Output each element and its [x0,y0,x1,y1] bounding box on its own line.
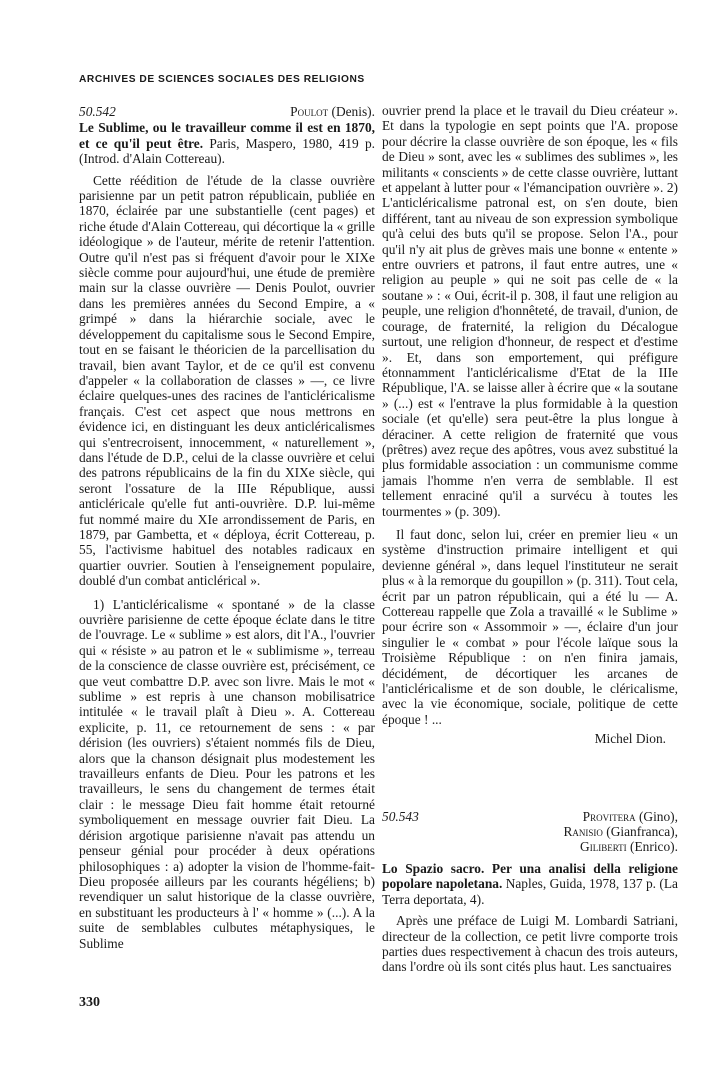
review-2-title-block [382,861,678,907]
review-1-paragraph-continued: ouvrier prend la place et le travail du Dieu créateur ». Et dans la typologie en sept points que l'A. propose pour décrire la classe ouvrière de son époque, les « fils de Dieu » sont, avec les « sublimes des sublimes », les militants « conscients » de cette classe ouvrière, luttant et appelant à lutter pour « l'émancipation ouvrière ». 2) L'anticléricalisme patronal est, on s'en doute, bien différent, tant au niveau de son expression symbolique qu'à celui des buts qu'il se propose. Selon l'A., pour qu'il n'y ait plus de grèves mais une bonne « entente » entre ouvriers et patrons, il faut entre autres, une « religion au peuple » qui ne soit pas celle de « la soutane » : « Oui, écrit-il p. 308, il faut une religion au peuple, une religion d'honnêteté, de travail, d'union, de courage, de fraternité, la religion du Décalogue surtout, une religion d'honneur, de respect et d'estime ». Et, dans son emportement, qui préfigure étonnamment l'anticléricalisme d'Etat de la IIIe République, l'A. se laisse aller à écrire que « la soutane » (...) est « l'entrave la plus formidable à la question sociale (et qu'elle) sera peut-être la plus longue à déraciner. A cette religion de fraternité que vous (prêtres) avez reçue des apôtres, vous avez substitué la plus formidable association : un communisme comme jamais l'homme n'en verra de semblable. Il est tellement enraciné qu'il a survécu à toutes les tourmentes » (p. 309). [382,103,678,519]
review-2-author [563,824,678,839]
review-2-authors [563,809,678,855]
review-1-signature: Michel Dion. [594,731,666,747]
review-2-author [563,809,678,824]
review-1-paragraph: Il faut donc, selon lui, créer en premier lieu « un système d'instruction primaire intelligent et qui devienne général », dans lequel l'instituteur ne serait plus « à la remorque du goupillon » (p. 311). Tout cela, écrit par un patron républicain, qui a été lu — A. Cottereau rappelle que Zola a travaillé « le Sublime » pour écrire son « Assommoir » —, éclaire d'un jour singulier le « combat » pour l'école laïque sous la Troisième République : on n'en finira jamais, décidément, de décortiquer les arcanes de l'anticléricalisme et de son double, le cléricalisme, avec la vie économique, sociale, politique de cette époque ! ... [382,526,678,727]
review-2-publication: Naples, Guida, 1978, 137 p. (La Terra deportata, 4). [382,876,678,907]
review-2-header [382,809,678,855]
review-1-title-block [79,120,375,166]
review-2-number: 50.543 [382,808,419,824]
review-1-publication: Paris, Maspero, 1980, 419 p. (Introd. d'Alain Cottereau). [79,135,375,167]
review-1-header [79,104,375,119]
right-column [382,103,678,975]
review-2-author-given: (Gianfranca), [606,824,678,840]
review-2-paragraph: Après une préface de Luigi M. Lombardi Satriani, directeur de la collection, ce petit livre comporte trois parties dues respectivement à chacun des trois auteurs, dans l'ordre où ils sont cités plus haut. Les sanctuaires [382,913,678,975]
review-2-author-given: (Enrico). [630,839,678,855]
review-1-author-surname: Poulot [290,104,329,119]
review-2-author-given: (Gino), [638,808,678,824]
left-column [79,104,375,951]
review-1-paragraph-split: 1) L'anticléricalisme « spontané » de la classe ouvrière parisienne de cette époque éclate dans le titre de l'ouvrage. Le « sublime » est alors, dit l'A., l'ouvrier qui « résiste » au patron et le « sublimisme », terreau de la conscience de classe ouvrière est, précisément, ce que veut combattre D.P. avec son livre. Mais le mot « sublime » est repris à une chanson mobilisatrice intitulée « le travail plaît à Dieu ». A. Cottereau explicite, p. 11, ce retournement de sens : « par dérision (les ouvriers) s'étaient nommés fils de Dieu, alors que la chanson désignait plus modestement les travailleurs enfants de Dieu. Pour les patrons et les travailleurs, le sens du changement de termes était clair : le message Dieu fait homme était retourné symboliquement en message ouvrier fait Dieu. La dérision argotique parisienne n'avait pas attendu un penseur génial pour procéder à deux opérations philosophiques : a) adopter la vision de l'homme-fait-Dieu proposée ailleurs par les courants hégéliens; b) revendiquer un salut historique de la classe ouvrière, en substituant les producteurs à l' « homme » (...). A la suite de semblables culbutes métaphysiques, le Sublime [79,596,375,951]
review-1-author-given: (Denis). [331,104,375,119]
page-number: 330 [79,995,100,1010]
review-2-title: Lo Spazio sacro. Per una analisi della religione popolare napoletana. [382,860,678,892]
running-head: ARCHIVES DE SCIENCES SOCIALES DES RELIGIONS [79,74,365,85]
review-1-number: 50.542 [79,104,116,119]
review-2-author-surname: Provitera [582,808,636,824]
review-2-author-surname: Giliberti [580,839,627,855]
review-2-author-surname: Ranisio [563,824,603,840]
review-1-author [290,104,375,119]
review-1-title: Le Sublime, ou le travailleur comme il est en 1870, et ce qu'il peut être. [79,120,375,151]
review-1-paragraph: Cette réédition de l'étude de la classe ouvrière parisienne par un petit patron républicain, publiée en 1870, éclairée par une substantielle (cent pages) et riche étude d'Alain Cottereau, qui décortique la « grille idéologique » de l'auteur, mérite de retenir l'attention. Outre qu'il n'est pas si fréquent d'avoir pour le XIXe siècle comme pour aujourd'hui, une étude de première main sur la classe ouvrière — Denis Poulot, ouvrier dans les premières années du Second Empire, a « grimpé » dans la hiérarchie sociale, avec le développement du capitalisme sous le Second Empire, tout en se faisant le théoricien de la parcellisation du travail, bien avant Taylor, et de ce qu'il est convenu d'appeler « la collaboration de classes » —, ce livre éclaire quelques-unes des racines de l'anticléricalisme français. C'est cet aspect que nous mettrons en évidence ici, en distinguant les deux anticléricalismes qui s'entrecroisent, innocemment, « naturellement », dans l'étude de D.P., celui de la classe ouvrière et celui des patrons républicains de la fin du XIXe siècle, qui seront l'ossature de la IIIe République, aussi anticléricale qu'elle fut anti-ouvrière. D.P. lui-même fut nommé maire du XIe arrondissement de Paris, en 1879, par Gambetta, et « déploya, écrit Cottereau, p. 55, l'activisme habituel des notables radicaux en quartier ouvrier. Soutien à l'enseignement populaire, doublé d'un combat anticlérical ». [79,172,375,589]
review-2-author [563,839,678,854]
